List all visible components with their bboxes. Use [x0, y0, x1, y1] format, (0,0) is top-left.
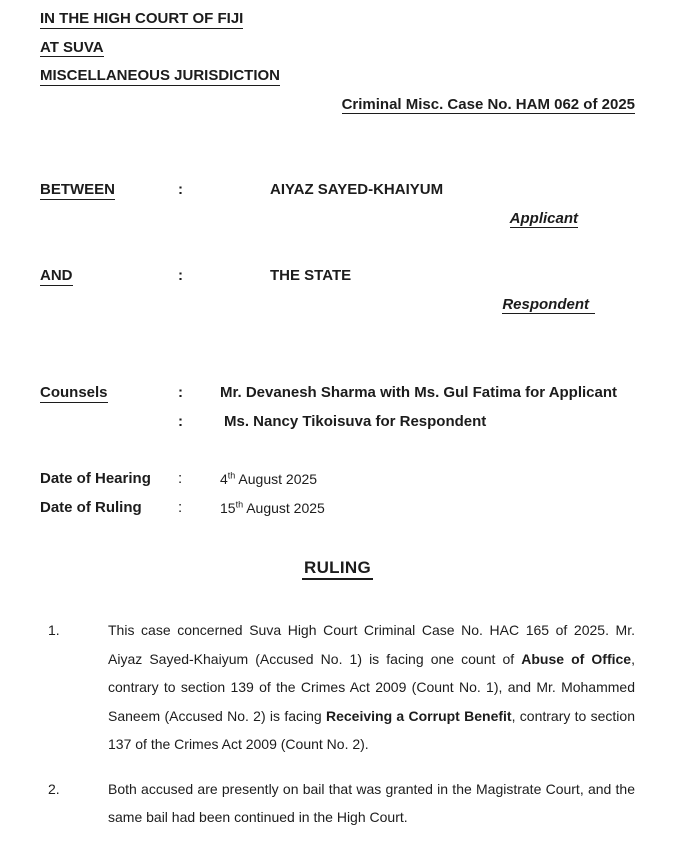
ruling-date-colon: :: [178, 498, 183, 516]
registry-text: AT SUVA: [40, 38, 104, 56]
hearing-date-label: Date of Hearing: [40, 470, 151, 487]
between-row: [40, 176, 635, 205]
court-name-text: IN THE HIGH COURT OF FIJI: [40, 10, 244, 27]
counsels-colon-2: :: [178, 412, 183, 430]
applicant-role-text: Applicant: [509, 209, 578, 227]
applicant-counsel-text: Mr. Devanesh Sharma with Ms. Gul Fatima for Applicant: [220, 384, 618, 401]
applicant-name: AIYAZ SAYED-KHAIYUM: [270, 181, 444, 198]
ruling-date-row: [40, 494, 635, 523]
ruling-date-label: Date of Ruling: [40, 498, 142, 516]
between-colon: :: [178, 181, 183, 198]
ruling-heading-text: RULING: [302, 558, 373, 580]
ruling-paragraph-2: [40, 775, 635, 832]
paragraph-number: 2.: [48, 780, 60, 797]
and-label: AND: [40, 267, 73, 284]
hearing-date-colon: :: [178, 470, 183, 487]
case-number-text: Criminal Misc. Case No. HAM 062 of 2025: [341, 95, 635, 113]
ruling-date-value: 15th August 2025: [220, 498, 325, 516]
paragraph-text: This case concerned Suva High Court Criminal Case No. HAC 165 of 2025. Mr. Aiyaz Sayed-Khaiyum (Accused No. 1) is facing one count of Abuse of Office, contrary to section 139 of the Crimes Act 2009 (Count No. 1), and Mr. Mohammed Saneem (Accused No. 2) is facing Receiving a Corrupt Benefit, contrary to section 137 of the Crimes Act 2009 (Count No. 2).: [108, 622, 635, 752]
paragraph-number: 1.: [48, 622, 60, 638]
hearing-date-value: 4th August 2025: [220, 470, 318, 487]
charge-2-bold: Receiving a Corrupt Benefit: [326, 707, 512, 724]
respondent-name: THE STATE: [270, 267, 352, 284]
counsels-label: Counsels: [40, 384, 108, 401]
case-number-line: [40, 91, 635, 120]
charge-1-bold: Abuse of Office: [521, 650, 632, 667]
and-row: [40, 262, 635, 291]
counsels-row-2: [40, 408, 635, 437]
ruling-paragraph-1: [40, 616, 635, 759]
ruling-heading: [40, 553, 635, 584]
ruling-ordinal: th: [235, 498, 244, 509]
counsels-colon-1: :: [178, 384, 183, 401]
respondent-role-line: [40, 291, 635, 320]
header-court-name: [40, 5, 635, 34]
and-colon: :: [178, 267, 183, 284]
hearing-date-row: [40, 465, 635, 494]
respondent-role-text: Respondent: [502, 296, 595, 315]
counsels-label-spacer: [40, 408, 178, 437]
header-jurisdiction: [40, 62, 635, 91]
respondent-counsel-text: Ms. Nancy Tikoisuva for Respondent: [224, 412, 487, 430]
header-registry: [40, 34, 635, 63]
counsels-row-1: [40, 379, 635, 408]
hearing-ordinal: th: [227, 470, 236, 481]
applicant-role-line: [40, 205, 635, 234]
between-label: BETWEEN: [40, 181, 115, 198]
paragraph-text: Both accused are presently on bail that was granted in the Magistrate Court, and the same bail had been continued in the High Court.: [108, 780, 635, 825]
jurisdiction-text: MISCELLANEOUS JURISDICTION: [40, 67, 281, 84]
